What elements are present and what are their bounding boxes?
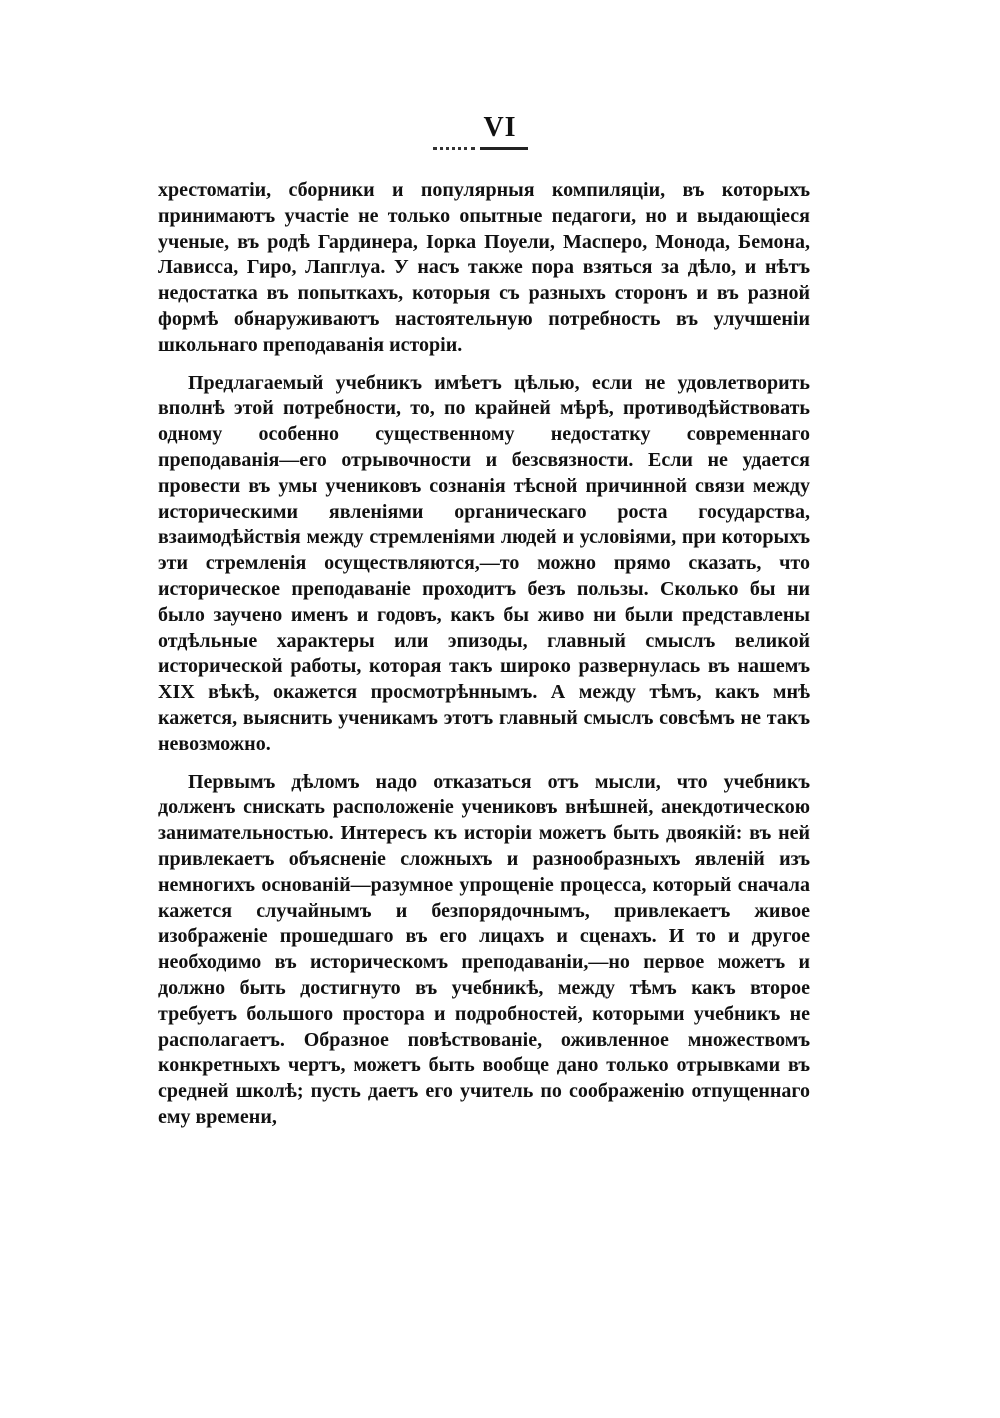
header-rule-dotted — [433, 147, 475, 150]
paragraph-continued: хрестоматіи, сборники и популярныя компиляціи, въ которыхъ принимаютъ участіе не только опытные педагоги, но и выдающіеся ученые, въ родѣ Гардинера, Іорка Поуели, Масперо, Монода, Бемона, Лависса, Гиро, Лапглуа. У насъ также пора взяться за дѣло, и нѣтъ недостатка въ попыткахъ, которыя съ разныхъ сторонъ и въ разной формѣ обнаруживаютъ настоятельную потребность въ улучшеніи школьнаго преподаванія исторіи. — [158, 179, 810, 356]
header-rule — [480, 147, 528, 150]
body-text — [158, 178, 810, 1131]
page-number: VI — [483, 112, 517, 143]
paragraph: Предлагаемый учебникъ имѣетъ цѣлью, если не удовлетворить вполнѣ этой потребности, то, по крайней мѣрѣ, противодѣйствовать одному особенно существенному недостатку современнаго преподаванія—его отрывочности и безсвязности. Если не удается провести въ умы учениковъ сознанія тѣсной причинной связи между историческими явленіями органическаго роста государства, взаимодѣйствія между стремленіями людей и условіями, при которыхъ эти стремленія осуществляются,—то можно прямо сказать, что историческое преподаваніе проходитъ безъ пользы. Сколько бы ни было заучено именъ и годовъ, какъ бы живо ни были представлены отдѣльные характеры или эпизоды, главный смыслъ великой исторической работы, которая такъ широко развернулась въ нашемъ XIX вѣкѣ, окажется просмотрѣннымъ. А между тѣмъ, какъ мнѣ кажется, выяснить ученикамъ этотъ главный смыслъ совсѣмъ не такъ невозможно. — [158, 371, 810, 755]
paragraph: Первымъ дѣломъ надо отказаться отъ мысли, что учебникъ долженъ снискать расположеніе учениковъ внѣшней, анекдотическою занимательностью. Интересъ къ исторіи можетъ быть двоякій: въ ней привлекаетъ объясненіе сложныхъ и разнообразныхъ явленій изъ немногихъ основаній—разумное упрощеніе процесса, который сначала кажется случайнымъ и безпорядочнымъ, привлекаетъ живое изображеніе прошедшаго въ его лицахъ и сценахъ. И то и другое необходимо въ историческомъ преподаваніи,—но первое можетъ и должно быть достигнуто въ учебникѣ, между тѣмъ какъ второе требуетъ большого простора и подробностей, которыми учебникъ не располагаетъ. Образное повѣствованіе, оживленное множествомъ конкретныхъ чертъ, можетъ быть вообще дано только отрывками въ средней школѣ; пусть даетъ его учитель по соображенію отпущеннаго ему времени, — [158, 770, 810, 1128]
